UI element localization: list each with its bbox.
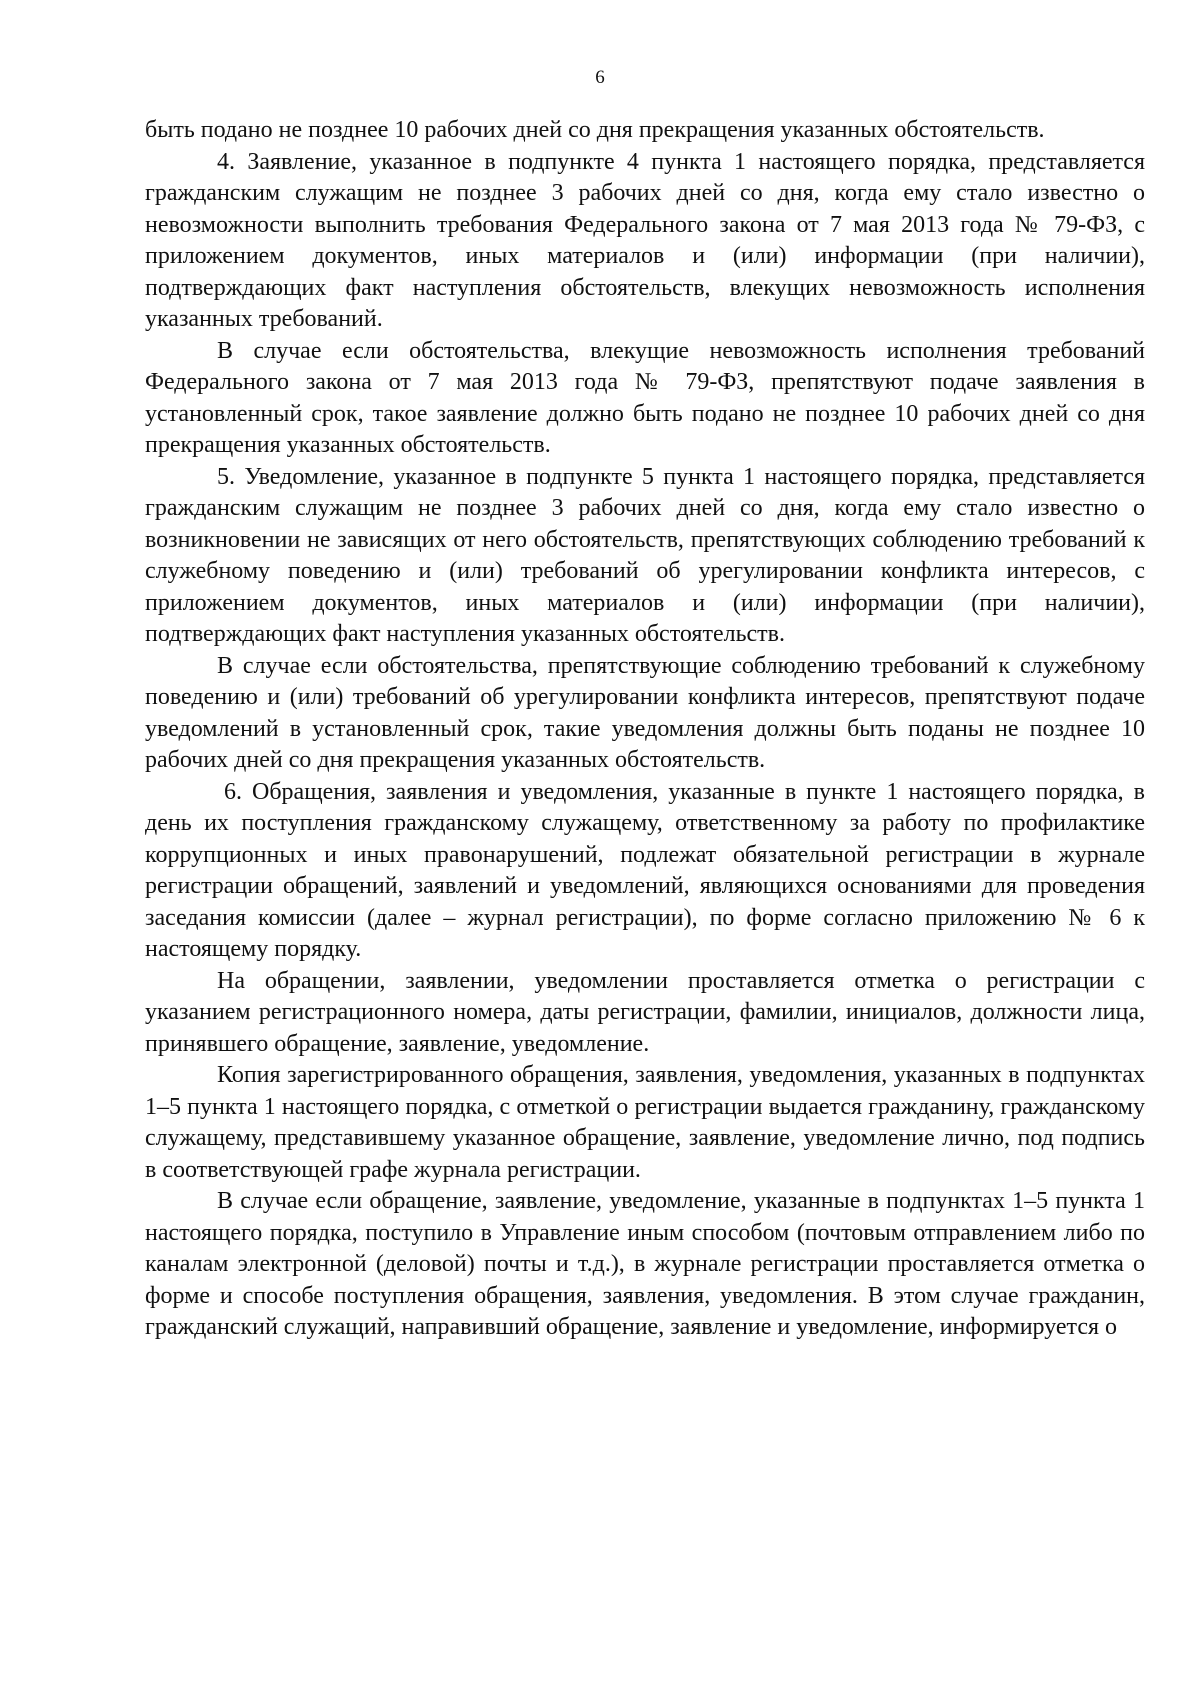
page-number: 6 bbox=[595, 67, 605, 88]
paragraph-3: В случае если обстоятельства, влекущие невозможность исполнения требований Федерального закона от 7 мая 2013 года № 79-ФЗ, препятствуют подаче заявления в установленный срок, такое заявление должно быть подано не позднее 10 рабочих дней со дня прекращения указанных обстоятельств. bbox=[145, 337, 1145, 458]
paragraph-4: 5. Уведомление, указанное в подпункте 5 пункта 1 настоящего порядка, представляется гражданским служащим не позднее 3 рабочих дней со дня, когда ему стало известно о возникновении не зависящих от него обстоятельств, препятствующих соблюдению требований к служебному поведению и (или) требований об урегулировании конфликта интересов, с приложением документов, иных материалов и (или) информации (при наличии), подтверждающих факт наступления указанных обстоятельств. bbox=[145, 463, 1145, 647]
document-body bbox=[145, 115, 1145, 1344]
paragraph-7: На обращении, заявлении, уведомлении проставляется отметка о регистрации с указанием регистрационного номера, даты регистрации, фамилии, инициалов, должности лица, принявшего обращение, заявление, уведомление. bbox=[145, 967, 1145, 1057]
paragraph-9: В случае если обращение, заявление, уведомление, указанные в подпунктах 1–5 пункта 1 настоящего порядка, поступило в Управление иным способом (почтовым отправлением либо по каналам электронной (деловой) почты и т.д.), в журнале регистрации проставляется отметка о форме и способе поступления обращения, заявления, уведомления. В этом случае гражданин, гражданский служащий, направивший обращение, заявление и уведомление, информируется о bbox=[145, 1188, 1145, 1340]
paragraph-5: В случае если обстоятельства, препятствующие соблюдению требований к служебному поведению и (или) требований об урегулировании конфликта интересов, препятствуют подаче уведомлений в установленный срок, такие уведомления должны быть поданы не позднее 10 рабочих дней со дня прекращения указанных обстоятельств. bbox=[145, 652, 1145, 773]
paragraph-2: 4. Заявление, указанное в подпункте 4 пункта 1 настоящего порядка, представляется гражданским служащим не позднее 3 рабочих дней со дня, когда ему стало известно о невозможности выполнить требования Федерального закона от 7 мая 2013 года № 79-ФЗ, с приложением документов, иных материалов и (или) информации (при наличии), подтверждающих факт наступления обстоятельств, влекущих невозможность исполнения указанных требований. bbox=[145, 148, 1145, 332]
paragraph-1: быть подано не позднее 10 рабочих дней со дня прекращения указанных обстоятельств. bbox=[145, 117, 1045, 143]
paragraph-6: 6. Обращения, заявления и уведомления, указанные в пункте 1 настоящего порядка, в день их поступления гражданскому служащему, ответственному за работу по профилактике коррупционных и иных правонарушений, подлежат обязательной регистрации в журнале регистрации обращений, заявлений и уведомлений, являющихся основаниями для проведения заседания комиссии (далее – журнал регистрации), по форме согласно приложению № 6 к настоящему порядку. bbox=[145, 778, 1145, 962]
paragraph-8: Копия зарегистрированного обращения, заявления, уведомления, указанных в подпунктах 1–5 пункта 1 настоящего порядка, с отметкой о регистрации выдается гражданину, гражданскому служащему, представившему указанное обращение, заявление, уведомление лично, под подпись в соответствующей графе журнала регистрации. bbox=[145, 1062, 1145, 1183]
